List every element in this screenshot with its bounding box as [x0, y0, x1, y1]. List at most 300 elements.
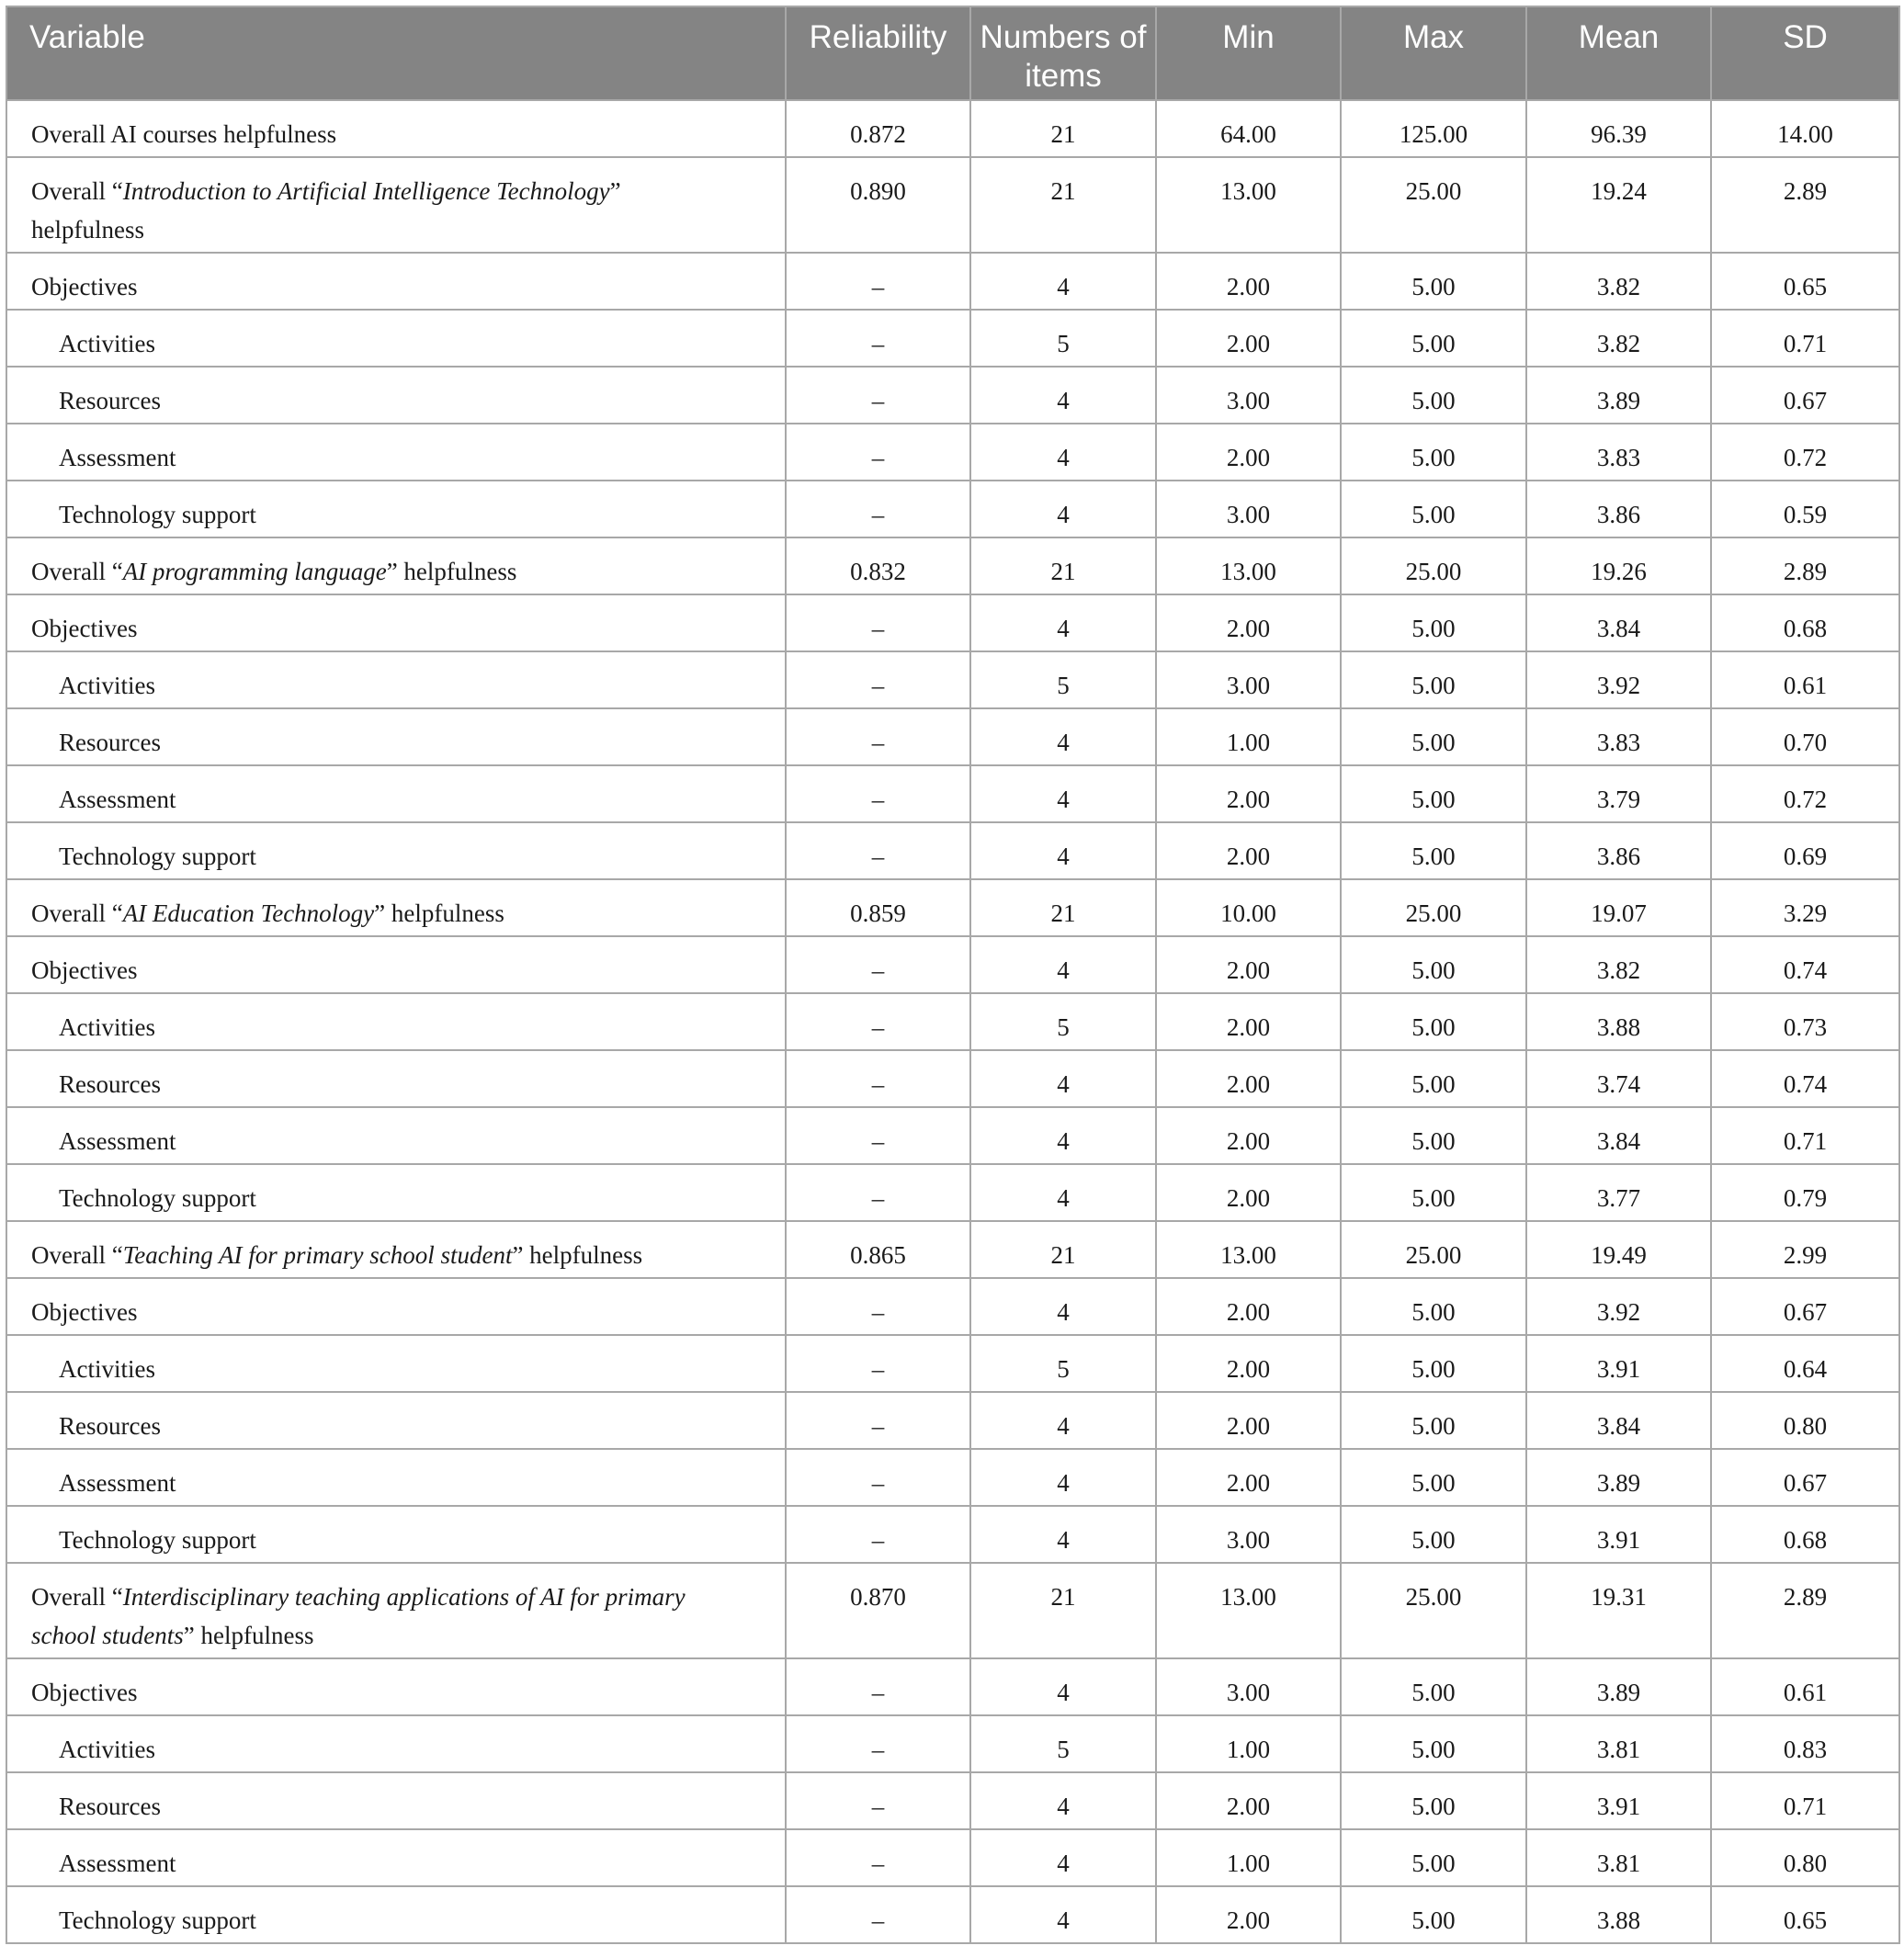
mean-cell: 3.92 — [1526, 651, 1711, 708]
max-cell: 25.00 — [1341, 879, 1526, 936]
sd-cell: 0.68 — [1711, 594, 1899, 651]
reliability-cell: – — [786, 424, 970, 481]
variable-cell — [6, 1164, 786, 1221]
table-row — [6, 367, 1899, 424]
variable-cell — [6, 1449, 786, 1506]
sd-cell: 0.64 — [1711, 1335, 1899, 1392]
mean-cell: 3.81 — [1526, 1829, 1711, 1886]
sd-cell: 0.74 — [1711, 936, 1899, 993]
sd-cell: 0.65 — [1711, 253, 1899, 310]
table-row — [6, 1449, 1899, 1506]
mean-cell: 3.74 — [1526, 1050, 1711, 1107]
sd-cell: 2.89 — [1711, 537, 1899, 594]
reliability-cell: – — [786, 765, 970, 822]
items-cell: 21 — [970, 1221, 1156, 1278]
table-row — [6, 253, 1899, 310]
max-cell: 25.00 — [1341, 1221, 1526, 1278]
min-cell: 13.00 — [1156, 157, 1341, 253]
variable-cell — [6, 100, 786, 157]
max-cell: 5.00 — [1341, 1050, 1526, 1107]
variable-label: Overall AI courses helpfulness — [31, 120, 337, 148]
min-cell: 10.00 — [1156, 879, 1341, 936]
mean-cell: 19.49 — [1526, 1221, 1711, 1278]
variable-cell — [6, 1506, 786, 1563]
reliability-cell: – — [786, 936, 970, 993]
sd-cell: 0.61 — [1711, 651, 1899, 708]
sd-cell: 0.74 — [1711, 1050, 1899, 1107]
course-title: Teaching AI for primary school student — [122, 1241, 513, 1269]
mean-cell: 19.07 — [1526, 879, 1711, 936]
table-row — [6, 1829, 1899, 1886]
table-row — [6, 822, 1899, 879]
table-row — [6, 651, 1899, 708]
max-cell: 5.00 — [1341, 310, 1526, 367]
sd-cell: 0.67 — [1711, 1278, 1899, 1335]
items-cell: 21 — [970, 879, 1156, 936]
mean-cell: 3.84 — [1526, 1107, 1711, 1164]
sd-cell: 2.89 — [1711, 1563, 1899, 1658]
course-title: Introduction to Artificial Intelligence Technology — [122, 177, 610, 205]
mean-cell: 3.89 — [1526, 367, 1711, 424]
sd-cell: 0.71 — [1711, 310, 1899, 367]
course-title: AI programming language — [122, 558, 387, 585]
sd-cell: 0.83 — [1711, 1715, 1899, 1772]
mean-cell: 3.84 — [1526, 1392, 1711, 1449]
course-title: AI Education Technology — [122, 899, 375, 927]
variable-cell — [6, 367, 786, 424]
sd-cell: 0.59 — [1711, 481, 1899, 537]
table-row — [6, 1658, 1899, 1715]
min-cell: 2.00 — [1156, 310, 1341, 367]
max-cell: 5.00 — [1341, 594, 1526, 651]
max-cell: 5.00 — [1341, 1506, 1526, 1563]
variable-label: Assessment — [59, 1469, 176, 1497]
mean-cell: 3.82 — [1526, 310, 1711, 367]
sd-cell: 0.72 — [1711, 424, 1899, 481]
items-cell: 21 — [970, 100, 1156, 157]
mean-cell: 19.26 — [1526, 537, 1711, 594]
sd-cell: 0.61 — [1711, 1658, 1899, 1715]
table-row — [6, 708, 1899, 765]
sd-cell: 2.99 — [1711, 1221, 1899, 1278]
max-cell: 5.00 — [1341, 993, 1526, 1050]
sd-cell: 0.80 — [1711, 1829, 1899, 1886]
mean-cell: 3.82 — [1526, 936, 1711, 993]
mean-cell: 3.88 — [1526, 1886, 1711, 1943]
mean-cell: 3.82 — [1526, 253, 1711, 310]
items-cell: 5 — [970, 993, 1156, 1050]
min-cell: 2.00 — [1156, 822, 1341, 879]
table-container — [6, 6, 1898, 1944]
max-cell: 5.00 — [1341, 253, 1526, 310]
table-row — [6, 1335, 1899, 1392]
reliability-cell: – — [786, 1164, 970, 1221]
min-cell: 2.00 — [1156, 1278, 1341, 1335]
min-cell: 2.00 — [1156, 993, 1341, 1050]
mean-cell: 19.31 — [1526, 1563, 1711, 1658]
table-row — [6, 765, 1899, 822]
mean-cell: 3.89 — [1526, 1658, 1711, 1715]
variable-cell — [6, 1050, 786, 1107]
header-numbers-of-items: Numbers of items — [970, 6, 1156, 100]
max-cell: 5.00 — [1341, 1164, 1526, 1221]
variable-label-suffix: ” helpfulness — [512, 1241, 643, 1269]
table-row — [6, 594, 1899, 651]
reliability-cell: – — [786, 310, 970, 367]
table-row — [6, 1164, 1899, 1221]
reliability-cell: – — [786, 993, 970, 1050]
min-cell: 2.00 — [1156, 765, 1341, 822]
reliability-cell: – — [786, 1392, 970, 1449]
variable-label-suffix: ” helpfulness — [374, 899, 504, 927]
variable-cell — [6, 1563, 786, 1658]
table-header — [6, 6, 1899, 100]
min-cell: 1.00 — [1156, 1715, 1341, 1772]
reliability-cell: – — [786, 822, 970, 879]
sd-cell: 3.29 — [1711, 879, 1899, 936]
mean-cell: 3.91 — [1526, 1772, 1711, 1829]
items-cell: 4 — [970, 1772, 1156, 1829]
variable-label: Objectives — [31, 1298, 138, 1326]
max-cell: 5.00 — [1341, 1392, 1526, 1449]
sd-cell: 0.72 — [1711, 765, 1899, 822]
mean-cell: 3.89 — [1526, 1449, 1711, 1506]
max-cell: 25.00 — [1341, 537, 1526, 594]
table-row — [6, 936, 1899, 993]
items-cell: 4 — [970, 1886, 1156, 1943]
reliability-cell: – — [786, 594, 970, 651]
items-cell: 4 — [970, 1506, 1156, 1563]
mean-cell: 3.79 — [1526, 765, 1711, 822]
items-cell: 21 — [970, 1563, 1156, 1658]
variable-cell — [6, 1829, 786, 1886]
sd-cell: 0.69 — [1711, 822, 1899, 879]
variable-cell — [6, 651, 786, 708]
min-cell: 2.00 — [1156, 1392, 1341, 1449]
items-cell: 4 — [970, 822, 1156, 879]
variable-cell — [6, 936, 786, 993]
variable-label: Overall “ — [31, 558, 123, 585]
sd-cell: 0.71 — [1711, 1772, 1899, 1829]
reliability-cell: 0.859 — [786, 879, 970, 936]
min-cell: 2.00 — [1156, 1107, 1341, 1164]
items-cell: 4 — [970, 1449, 1156, 1506]
variable-label: Assessment — [59, 1127, 176, 1155]
max-cell: 5.00 — [1341, 1886, 1526, 1943]
table-row — [6, 1772, 1899, 1829]
variable-cell — [6, 1886, 786, 1943]
min-cell: 2.00 — [1156, 1772, 1341, 1829]
header-max: Max — [1341, 6, 1526, 100]
variable-cell — [6, 1278, 786, 1335]
variable-label: Activities — [59, 672, 155, 699]
mean-cell: 3.83 — [1526, 708, 1711, 765]
min-cell: 64.00 — [1156, 100, 1341, 157]
variable-cell — [6, 879, 786, 936]
mean-cell: 3.91 — [1526, 1506, 1711, 1563]
max-cell: 5.00 — [1341, 936, 1526, 993]
min-cell: 3.00 — [1156, 481, 1341, 537]
table-row — [6, 1278, 1899, 1335]
min-cell: 2.00 — [1156, 594, 1341, 651]
items-cell: 4 — [970, 1658, 1156, 1715]
sd-cell: 0.70 — [1711, 708, 1899, 765]
variable-cell — [6, 708, 786, 765]
items-cell: 5 — [970, 1715, 1156, 1772]
reliability-cell: – — [786, 651, 970, 708]
items-cell: 4 — [970, 1829, 1156, 1886]
table-body — [6, 100, 1899, 1943]
max-cell: 5.00 — [1341, 708, 1526, 765]
variable-label: Resources — [59, 1070, 161, 1098]
min-cell: 2.00 — [1156, 1886, 1341, 1943]
reliability-cell: – — [786, 1107, 970, 1164]
max-cell: 5.00 — [1341, 1278, 1526, 1335]
sd-cell: 0.67 — [1711, 1449, 1899, 1506]
max-cell: 5.00 — [1341, 822, 1526, 879]
items-cell: 4 — [970, 1164, 1156, 1221]
variable-cell — [6, 1392, 786, 1449]
variable-label: Objectives — [31, 1679, 138, 1706]
table-row — [6, 424, 1899, 481]
reliability-cell: 0.832 — [786, 537, 970, 594]
variable-label: Objectives — [31, 273, 138, 300]
table-row — [6, 1392, 1899, 1449]
table-row — [6, 537, 1899, 594]
variable-cell — [6, 1221, 786, 1278]
table-row — [6, 157, 1899, 253]
variable-label-suffix: ” helpfulness — [31, 177, 621, 243]
variable-label-suffix: ” helpfulness — [386, 558, 517, 585]
header-row — [6, 6, 1899, 100]
variable-cell — [6, 765, 786, 822]
max-cell: 5.00 — [1341, 1829, 1526, 1886]
variable-label: Resources — [59, 729, 161, 756]
variable-cell — [6, 1107, 786, 1164]
table-row — [6, 100, 1899, 157]
items-cell: 5 — [970, 1335, 1156, 1392]
sd-cell: 0.73 — [1711, 993, 1899, 1050]
variable-label: Activities — [59, 1736, 155, 1763]
reliability-cell: – — [786, 1506, 970, 1563]
items-cell: 4 — [970, 708, 1156, 765]
variable-cell — [6, 424, 786, 481]
reliability-cell: 0.890 — [786, 157, 970, 253]
items-cell: 4 — [970, 481, 1156, 537]
reliability-cell: – — [786, 1449, 970, 1506]
mean-cell: 3.86 — [1526, 822, 1711, 879]
reliability-cell: 0.865 — [786, 1221, 970, 1278]
items-cell: 4 — [970, 765, 1156, 822]
course-title: Interdisciplinary teaching applications of AI for primary school students — [31, 1583, 686, 1649]
mean-cell: 3.88 — [1526, 993, 1711, 1050]
min-cell: 2.00 — [1156, 424, 1341, 481]
table-row — [6, 879, 1899, 936]
variable-cell — [6, 1715, 786, 1772]
reliability-cell: – — [786, 1050, 970, 1107]
reliability-cell: – — [786, 1772, 970, 1829]
items-cell: 4 — [970, 594, 1156, 651]
variable-label: Overall “ — [31, 1583, 123, 1611]
variable-label: Resources — [59, 387, 161, 414]
reliability-cell: – — [786, 1829, 970, 1886]
variable-label: Overall “ — [31, 1241, 123, 1269]
max-cell: 5.00 — [1341, 1335, 1526, 1392]
mean-cell: 96.39 — [1526, 100, 1711, 157]
variable-label: Objectives — [31, 956, 138, 984]
variable-label: Overall “ — [31, 899, 123, 927]
table-row — [6, 1886, 1899, 1943]
table-row — [6, 1715, 1899, 1772]
sd-cell: 0.67 — [1711, 367, 1899, 424]
max-cell: 125.00 — [1341, 100, 1526, 157]
items-cell: 21 — [970, 157, 1156, 253]
min-cell: 13.00 — [1156, 1563, 1341, 1658]
min-cell: 2.00 — [1156, 1449, 1341, 1506]
variable-cell — [6, 1772, 786, 1829]
table-row — [6, 481, 1899, 537]
min-cell: 13.00 — [1156, 537, 1341, 594]
table-row — [6, 1563, 1899, 1658]
variable-label: Technology support — [59, 1906, 256, 1934]
reliability-cell: 0.872 — [786, 100, 970, 157]
items-cell: 4 — [970, 936, 1156, 993]
max-cell: 5.00 — [1341, 424, 1526, 481]
reliability-cell: – — [786, 1335, 970, 1392]
variable-label: Activities — [59, 1355, 155, 1383]
header-variable: Variable — [6, 6, 786, 100]
reliability-cell: – — [786, 1658, 970, 1715]
variable-label: Assessment — [59, 444, 176, 471]
mean-cell: 3.83 — [1526, 424, 1711, 481]
mean-cell: 3.81 — [1526, 1715, 1711, 1772]
max-cell: 5.00 — [1341, 1715, 1526, 1772]
sd-cell: 14.00 — [1711, 100, 1899, 157]
max-cell: 5.00 — [1341, 1107, 1526, 1164]
header-mean: Mean — [1526, 6, 1711, 100]
table-row — [6, 993, 1899, 1050]
max-cell: 5.00 — [1341, 1658, 1526, 1715]
variable-label: Activities — [59, 1013, 155, 1041]
variable-label-suffix: ” helpfulness — [183, 1622, 314, 1649]
sd-cell: 0.65 — [1711, 1886, 1899, 1943]
reliability-cell: – — [786, 1278, 970, 1335]
variable-label: Resources — [59, 1793, 161, 1820]
min-cell: 2.00 — [1156, 253, 1341, 310]
variable-cell — [6, 1658, 786, 1715]
variable-cell — [6, 993, 786, 1050]
items-cell: 5 — [970, 651, 1156, 708]
max-cell: 5.00 — [1341, 1449, 1526, 1506]
sd-cell: 0.79 — [1711, 1164, 1899, 1221]
min-cell: 2.00 — [1156, 1050, 1341, 1107]
max-cell: 5.00 — [1341, 481, 1526, 537]
sd-cell: 2.89 — [1711, 157, 1899, 253]
reliability-cell: – — [786, 1886, 970, 1943]
reliability-cell: – — [786, 367, 970, 424]
variable-cell — [6, 157, 786, 253]
min-cell: 1.00 — [1156, 708, 1341, 765]
table-row — [6, 310, 1899, 367]
sd-cell: 0.80 — [1711, 1392, 1899, 1449]
variable-cell — [6, 537, 786, 594]
max-cell: 5.00 — [1341, 367, 1526, 424]
variable-cell — [6, 481, 786, 537]
items-cell: 21 — [970, 537, 1156, 594]
reliability-cell: – — [786, 1715, 970, 1772]
header-min: Min — [1156, 6, 1341, 100]
mean-cell: 19.24 — [1526, 157, 1711, 253]
table-row — [6, 1506, 1899, 1563]
reliability-cell: 0.870 — [786, 1563, 970, 1658]
variable-label: Assessment — [59, 1850, 176, 1877]
max-cell: 5.00 — [1341, 765, 1526, 822]
variable-label: Assessment — [59, 786, 176, 813]
reliability-cell: – — [786, 708, 970, 765]
variable-label: Technology support — [59, 1184, 256, 1212]
mean-cell: 3.86 — [1526, 481, 1711, 537]
min-cell: 3.00 — [1156, 1506, 1341, 1563]
items-cell: 4 — [970, 1050, 1156, 1107]
items-cell: 5 — [970, 310, 1156, 367]
table-row — [6, 1221, 1899, 1278]
variable-cell — [6, 822, 786, 879]
items-cell: 4 — [970, 253, 1156, 310]
variable-cell — [6, 1335, 786, 1392]
variable-label: Technology support — [59, 843, 256, 870]
min-cell: 2.00 — [1156, 936, 1341, 993]
max-cell: 5.00 — [1341, 1772, 1526, 1829]
min-cell: 3.00 — [1156, 367, 1341, 424]
min-cell: 3.00 — [1156, 651, 1341, 708]
mean-cell: 3.77 — [1526, 1164, 1711, 1221]
items-cell: 4 — [970, 367, 1156, 424]
max-cell: 5.00 — [1341, 651, 1526, 708]
reliability-cell: – — [786, 253, 970, 310]
mean-cell: 3.84 — [1526, 594, 1711, 651]
sd-cell: 0.68 — [1711, 1506, 1899, 1563]
variable-cell — [6, 310, 786, 367]
items-cell: 4 — [970, 424, 1156, 481]
items-cell: 4 — [970, 1107, 1156, 1164]
table-row — [6, 1050, 1899, 1107]
variable-cell — [6, 253, 786, 310]
min-cell: 13.00 — [1156, 1221, 1341, 1278]
variable-cell — [6, 594, 786, 651]
mean-cell: 3.91 — [1526, 1335, 1711, 1392]
min-cell: 1.00 — [1156, 1829, 1341, 1886]
variable-label: Technology support — [59, 1526, 256, 1554]
variable-label: Overall “ — [31, 177, 123, 205]
items-cell: 4 — [970, 1278, 1156, 1335]
reliability-cell: – — [786, 481, 970, 537]
max-cell: 25.00 — [1341, 157, 1526, 253]
variable-label: Technology support — [59, 501, 256, 528]
descriptive-statistics-table — [6, 6, 1900, 1944]
items-cell: 4 — [970, 1392, 1156, 1449]
variable-label: Objectives — [31, 615, 138, 642]
variable-label: Resources — [59, 1412, 161, 1440]
sd-cell: 0.71 — [1711, 1107, 1899, 1164]
min-cell: 2.00 — [1156, 1164, 1341, 1221]
min-cell: 2.00 — [1156, 1335, 1341, 1392]
header-reliability: Reliability — [786, 6, 970, 100]
mean-cell: 3.92 — [1526, 1278, 1711, 1335]
variable-label: Activities — [59, 330, 155, 357]
header-sd: SD — [1711, 6, 1899, 100]
table-row — [6, 1107, 1899, 1164]
min-cell: 3.00 — [1156, 1658, 1341, 1715]
